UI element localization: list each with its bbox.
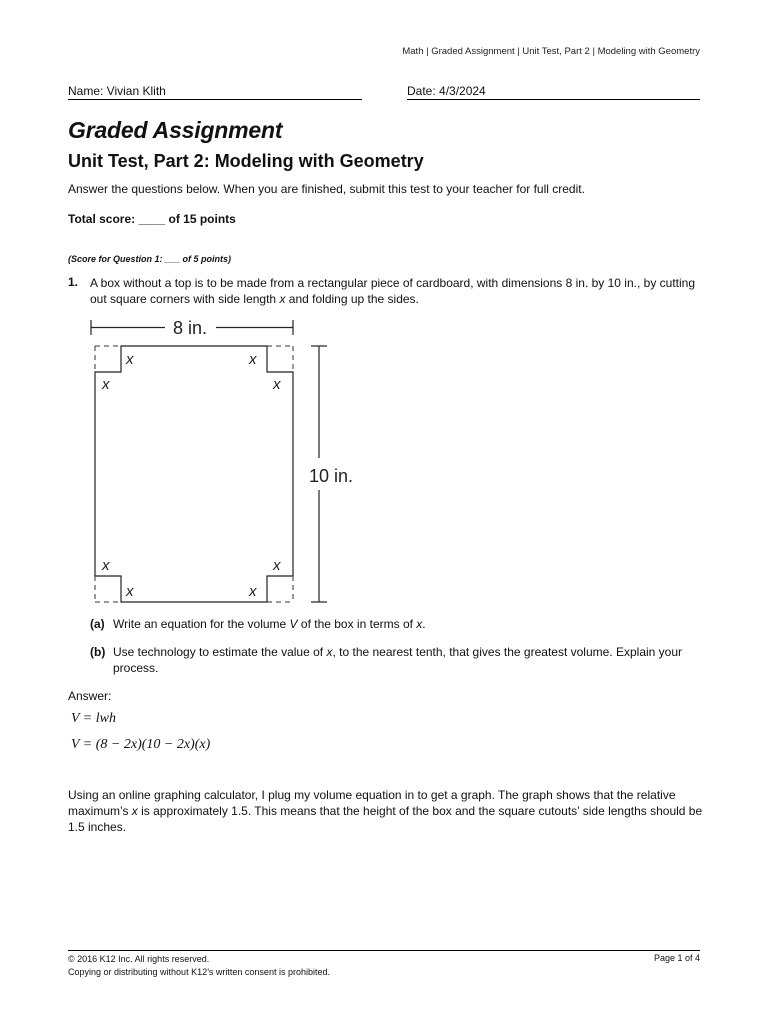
explanation-text-1: Using an online graphing calculator, I plug my volume equation in to get a graph. The graph shows that the relative maximum’s	[68, 788, 676, 818]
part-b-text-1: Use technology to estimate the value of	[113, 645, 327, 659]
part-a-label: (a)	[90, 617, 105, 631]
total-score: Total score: ____ of 15 points	[68, 212, 236, 226]
corner-label-x: x	[102, 557, 110, 574]
cardboard-diagram	[85, 312, 365, 607]
variable-v: V	[289, 617, 298, 631]
copy-notice: Copying or distributing without K12’s written consent is prohibited.	[68, 966, 330, 977]
page-title: Graded Assignment	[68, 117, 283, 143]
cutout-dashed-lines	[95, 346, 293, 602]
part-a-text-1: Write an equation for the volume	[113, 617, 290, 631]
variable-x: x	[279, 292, 286, 306]
corner-label-x: x	[126, 583, 134, 600]
question-1-text-start: A box without a top is to be made from a rectangular piece of cardboard, with dimensions 8 in. by 10 in., by cutting out square corners with side length	[90, 276, 696, 306]
volume-formula: V = lwh	[71, 711, 116, 726]
height-label: 10 in.	[309, 466, 354, 486]
cardboard-outline	[95, 346, 293, 602]
instructions-text: Answer the questions below. When you are finished, submit this test to your teacher for full credit.	[68, 182, 585, 196]
corner-label-x: x	[273, 557, 281, 574]
question-1-score: (Score for Question 1: ___ of 5 points)	[68, 254, 232, 264]
date-field[interactable]: Date: 4/3/2024	[407, 84, 700, 100]
part-a-text-3: .	[422, 617, 426, 631]
name-field[interactable]: Name: Vivian Klith	[68, 84, 362, 100]
width-label: 8 in.	[172, 318, 208, 338]
answer-label: Answer:	[68, 689, 112, 703]
question-1-part-b	[90, 644, 702, 676]
question-1-number: 1.	[68, 275, 79, 289]
corner-label-x: x	[273, 376, 281, 393]
part-b-text-2: , to the nearest tenth, that gives the greatest volume. Explain your process.	[113, 645, 683, 675]
variable-x: x	[416, 617, 423, 631]
part-a-text-2: of the box in terms of	[297, 617, 417, 631]
corner-label-x: x	[249, 351, 257, 368]
explanation-text-2: is approximately 1.5. This means that the height of the box and the square cutouts’ side lengths should be 1.5 inches.	[68, 804, 703, 834]
page-number: Page 1 of 4	[653, 953, 700, 963]
variable-x: x	[326, 645, 333, 659]
corner-label-x: x	[126, 351, 134, 368]
part-a-text	[90, 616, 702, 632]
copyright-text: © 2016 K12 Inc. All rights reserved.	[68, 954, 210, 964]
corner-label-x: x	[102, 376, 110, 393]
question-1-text	[90, 275, 702, 307]
question-1-part-a	[90, 616, 702, 632]
variable-x: x	[131, 804, 138, 818]
question-1-text-end: and folding up the sides.	[285, 292, 419, 306]
header-breadcrumb: Math | Graded Assignment | Unit Test, Part 2 | Modeling with Geometry	[402, 46, 700, 57]
volume-equation: V = (8 − 2x)(10 − 2x)(x)	[71, 737, 211, 752]
part-b-label: (b)	[90, 645, 106, 659]
answer-explanation	[68, 787, 708, 835]
corner-label-x: x	[249, 583, 257, 600]
page-subtitle: Unit Test, Part 2: Modeling with Geometry	[68, 151, 424, 171]
footer-copyright	[68, 953, 330, 978]
footer-divider	[68, 950, 700, 951]
part-b-text	[90, 644, 702, 676]
